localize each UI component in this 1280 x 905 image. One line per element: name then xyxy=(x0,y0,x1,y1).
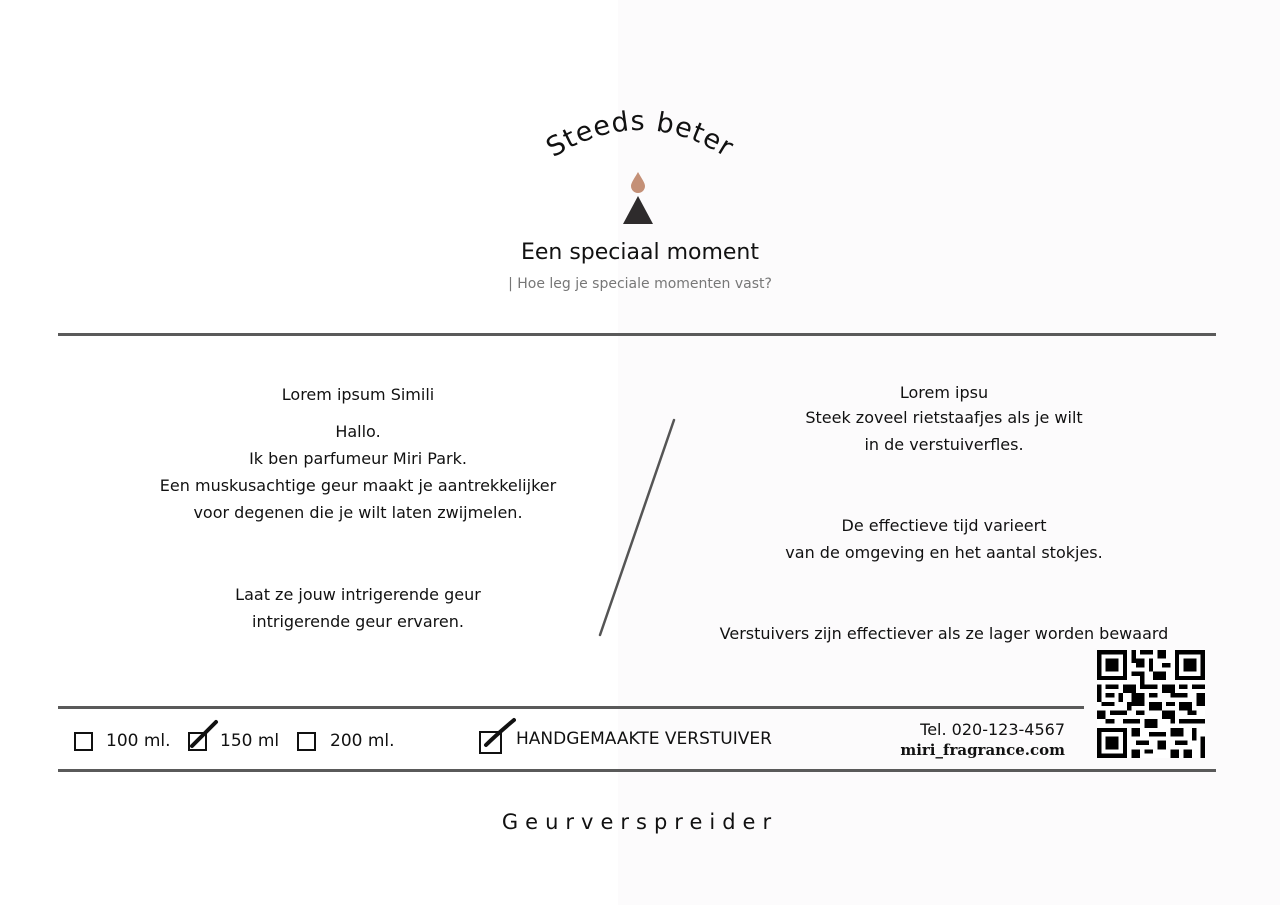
website-link[interactable]: miri_fragrance.com xyxy=(900,741,1065,759)
headline: Een speciaal moment xyxy=(520,240,760,265)
right-line: Steek zoveel rietstaafjes als je wilt xyxy=(805,408,1083,427)
options-top-divider xyxy=(58,706,1084,709)
right-line: De effectieve tijd varieert xyxy=(841,516,1047,535)
left-paragraph-2 xyxy=(138,581,578,635)
contact-block xyxy=(900,720,1065,760)
arc-title xyxy=(530,90,750,170)
left-line: voor degenen die je wilt laten zwijmelen. xyxy=(193,503,523,522)
svg-text:Steeds beter xyxy=(541,106,739,164)
size-label-200ml: 200 ml. xyxy=(330,731,395,751)
options-bottom-divider xyxy=(58,769,1216,772)
left-line: Laat ze jouw intrigerende geur xyxy=(235,585,481,604)
checkbox-100ml[interactable] xyxy=(74,732,93,751)
size-label-100ml: 100 ml. xyxy=(106,731,171,751)
top-divider xyxy=(58,333,1216,336)
storage-note: Verstuivers zijn effectiever als ze lager worden bewaard xyxy=(719,624,1169,643)
right-paragraph-1 xyxy=(744,404,1144,458)
diagonal-divider xyxy=(596,415,680,640)
right-line: in de verstuiverfles. xyxy=(864,435,1024,454)
handmade-label: HANDGEMAAKTE VERSTUIVER xyxy=(516,729,772,749)
left-line: Hallo. xyxy=(335,422,381,441)
right-line: van de omgeving en het aantal stokjes. xyxy=(785,543,1103,562)
right-paragraph-2 xyxy=(744,512,1144,566)
drop-over-triangle-icon xyxy=(620,170,656,226)
left-line: intrigerende geur ervaren. xyxy=(252,612,464,631)
triangle-icon xyxy=(623,196,653,224)
qr-code-icon[interactable] xyxy=(1097,650,1205,758)
checkbox-200ml[interactable] xyxy=(297,732,316,751)
brush-check-icon xyxy=(186,718,220,752)
subline: | Hoe leg je speciale momenten vast? xyxy=(508,276,772,292)
product-title: Geurverspreider xyxy=(501,810,779,834)
phone-number: Tel. 020-123-4567 xyxy=(920,720,1065,739)
left-line: Ik ben parfumeur Miri Park. xyxy=(249,449,467,468)
brush-check-icon xyxy=(482,717,516,751)
left-line: Een muskusachtige geur maakt je aantrekkelijker xyxy=(159,476,557,495)
left-title: Lorem ipsum Simili xyxy=(281,385,435,404)
size-label-150ml: 150 ml xyxy=(220,731,280,751)
left-paragraph-1 xyxy=(138,418,578,526)
arc-title-text: Steeds beter xyxy=(541,105,740,164)
drop-icon xyxy=(631,172,645,193)
right-title: Lorem ipsu xyxy=(899,383,989,402)
